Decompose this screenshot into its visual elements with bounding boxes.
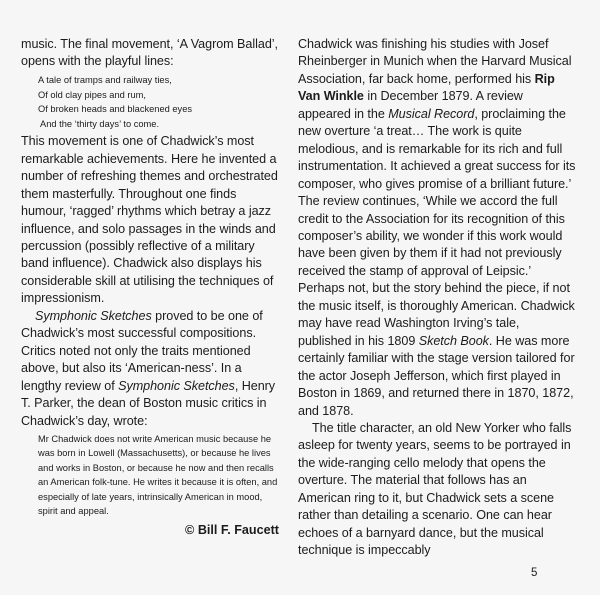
italic-title: Symphonic Sketches	[118, 378, 235, 393]
poem-line: Of old clay pipes and rum,	[38, 89, 146, 100]
paragraph-rip-van-winkle	[298, 36, 576, 420]
poem-line: And the ‘thirty days’ to come.	[40, 118, 160, 129]
bold-title: Rip Van Winkle	[298, 71, 555, 104]
text-run: music. The final movement, ‘A Vagrom Ballad’, opens with the playful lines:	[21, 37, 278, 69]
paragraph-text	[21, 133, 283, 308]
paragraph-movement	[21, 133, 283, 308]
text-run: proved to be one of Chadwick’s most successful compositions. Critics noted not only the traits mentioned above, but also its ‘American-ness’. In a lengthy review of	[21, 308, 263, 393]
italic-title: Musical Record	[388, 106, 475, 121]
poem-block	[38, 73, 283, 131]
paragraph-text	[298, 36, 576, 420]
right-column	[298, 36, 576, 560]
paragraph-title-character	[298, 420, 576, 560]
text-run: , proclaiming the new overture ‘a treat… The work is quite melodious, and is remarkable for its rich and full instrumentation. It achieved a great success for its composer, who gives promise of a brilliant future.’ The review continues, ‘While we accord the full credit to the Association for its recognition of this composer’s ability, we wonder if this work would have been given by them if it had not previously received the stamp of approval of Leipsic.’ Perhaps not, but the story behind the piece, if not the music itself, is thoroughly American. Chadwick may have read Washington Irving’s tale, published in his 1809	[298, 106, 576, 348]
intro-text	[21, 36, 283, 71]
poem-line: A tale of tramps and railway ties,	[38, 74, 172, 85]
text-run: . He was more certainly familiar with the stage version tailored for the actor Joseph Jefferson, which first played in Boston in 1869, and returned there in 1870, 1872, and 1878.	[298, 333, 575, 418]
left-column	[21, 36, 283, 537]
text-run: Chadwick was finishing his studies with Josef Rheinberger in Munich when the Harvard Musical Association, far back home, performed his	[298, 37, 572, 86]
paragraph-text	[21, 308, 283, 430]
italic-title: Symphonic Sketches	[35, 308, 152, 323]
paragraph-symphonic-sketches	[21, 308, 283, 430]
page-number: 5	[531, 567, 538, 579]
text-run: in December 1879. A review appeared in the	[298, 89, 523, 121]
text-run: This movement is one of Chadwick’s most remarkable achievements. Here he invented a number of refreshing themes and orchestrated them masterfully. Throughout one finds humour, ‘ragged’ rhythms which betray a jazz influence, and solo passages in the winds and percussion (possibly reflective of a military band influence). Chadwick also displays his considerable skill at utilising the techniques of impressionism.	[21, 134, 278, 306]
italic-title: Sketch Book	[418, 333, 489, 348]
intro-paragraph	[21, 36, 283, 71]
text-run: The title character, an old New Yorker who falls asleep for twenty years, seems to be portrayed in the wide-ranging cello melody that opens the overture. The material that follows has an American ring to it, but Chadwick sets a scene rather than detailing a scenario. One can hear echoes of a barnyard dance, but the musical technique is impeccably	[298, 420, 572, 558]
poem-line: Of broken heads and blackened eyes	[38, 104, 193, 115]
author-credit: © Bill F. Faucett	[185, 523, 279, 538]
block-quote	[38, 432, 283, 518]
text-run: , Henry T. Parker, the dean of Boston music critics in Chadwick’s day, wrote:	[21, 378, 276, 428]
paragraph-text	[298, 420, 576, 560]
quote-text: Mr Chadwick does not write American music because he was born in Lowell (Massachusetts), or because he lives and works in Boston, or because he now and then recalls an American folk-tune. He writes it because it is often, and especially of late years, intrinsically American in mood, spirit and appeal.	[38, 433, 278, 517]
